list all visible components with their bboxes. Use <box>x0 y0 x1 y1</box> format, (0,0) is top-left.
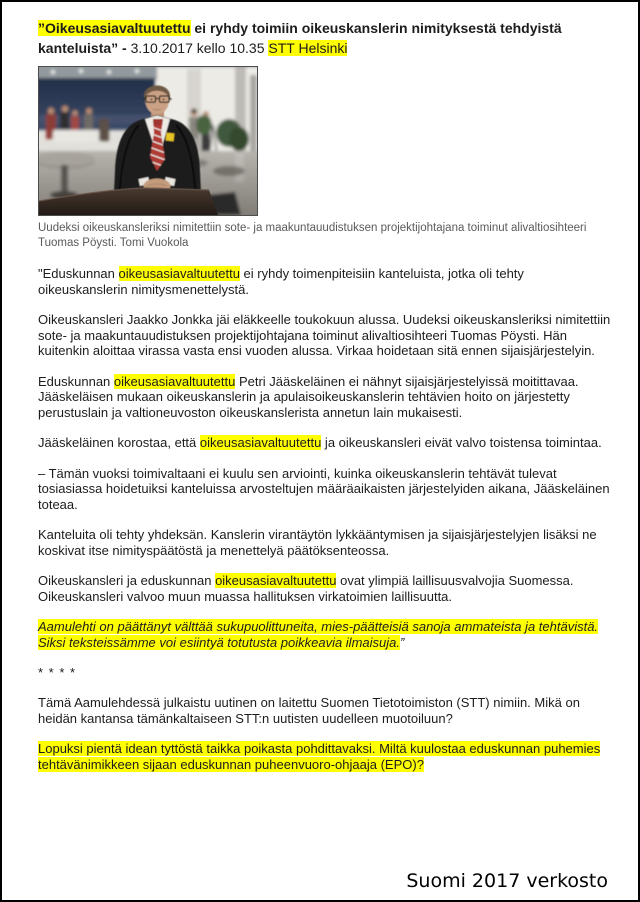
p8-highlight: Aamulehti on päättänyt välttää sukupuolittuneita, mies-päätteisiä sanoja ammateista ja tehtävistä. Siksi teksteissämme voi esiintyä totutusta poikkeavia ilmaisuja. <box>38 619 599 650</box>
title-source-highlight: STT Helsinki <box>268 40 348 56</box>
p10-highlight: Lopuksi pientä idean tyttöstä taikka poikasta pohdittavaksi. Miltä kuulostaa eduskunnan puhemies tehtävänimikkeen sijaan eduskunnan puheenvuoro-ohjaaja (EPO)? <box>38 741 601 772</box>
paragraph-9: Tämä Aamulehdessä julkaistu uutinen on laitettu Suomen Tietotoimiston (STT) nimiin. Mikä on heidän kantansa tämänkaltaiseen STT:n uutisten uudelleen muotoiluun? <box>38 695 580 726</box>
photo-illustration <box>39 67 257 215</box>
p1-highlight: oikeusasiavaltuutettu <box>118 266 240 281</box>
article-title <box>38 18 594 58</box>
signature: Suomi 2017 verkosto <box>406 870 608 892</box>
p8-closing-quote: ” <box>399 634 405 650</box>
paragraph-8-editorial-note <box>38 619 612 650</box>
paragraph-1 <box>38 266 612 297</box>
p1-text: "Eduskunnan <box>38 266 119 281</box>
title-text: ei ryhdy toimiin oikeuskanslerin nimityksestä tehdyistä kanteluista” - <box>38 20 562 56</box>
p4-text-post: ja oikeuskansleri eivät valvo toistensa toimintaa. <box>321 435 602 450</box>
article-content <box>2 2 638 772</box>
photo-caption: Uudeksi oikeuskansleriksi nimitettiin sote- ja maakuntauudistuksen projektijohtajana toiminut alivaltiosihteeri Tuomas Pöysti. Tomi Vuokola <box>38 222 587 249</box>
p7-text-post: ovat ylimpiä laillisuusvalvojia Suomessa. Oikeuskansleri valvoo muun muassa hallituksen virkatoimien laillisuutta. <box>38 573 574 604</box>
paragraph-10 <box>38 741 612 772</box>
p3-text-post: Petri Jääskeläinen ei nähnyt sijaisjärjestelyissä moitittavaa. Jääskeläisen mukaan oikeuskanslerin ja apulaisoikeuskanslerin tehtävien hoito on järjestetty perustuslain ja valtioneuvoston oikeuskanslerista annetun lain mukaisesti. <box>38 373 579 420</box>
title-timestamp: 3.10.2017 kello 10.35 <box>130 40 269 56</box>
paragraph-7 <box>38 573 612 604</box>
p3-text: Eduskunnan <box>38 373 114 389</box>
p4-highlight: oikeusasiavaltuutettu <box>199 435 322 450</box>
p1-text-post: ei ryhdy toimenpiteisiin kanteluista, jotka oli tehty oikeuskanslerin nimitysmenettelystä. <box>38 266 524 297</box>
asterisk-separator: * * * * <box>38 665 77 680</box>
paragraph-6: Kanteluita oli tehty yhdeksän. Kanslerin virantäytön lykkääntymisen ja sijaisjärjestelyjen lisäksi ne koskivat itse nimityspäätöstä ja menettelyä päätöksenteossa. <box>38 527 597 558</box>
paragraph-5: – Tämän vuoksi toimivaltaani ei kuulu sen arviointi, kuinka oikeuskanslerin tehtävät tulevat tosiasiassa hoidetuiksi kanteluissa arvosteltujen määräaikaisten järjestelyiden aikana, Jääskeläinen toteaa. <box>38 465 610 512</box>
paragraph-3 <box>38 374 612 421</box>
paragraph-2: Oikeuskansleri Jaakko Jonkka jäi eläkkeelle toukokuun alussa. Uudeksi oikeuskansleriksi nimitettiin sote- ja maakuntauudistuksen projektijohtajana toiminut alivaltiosihteeri Tuomas Pöysti. Hän kuitenkin aloittaa virassa vasta ensi vuoden alussa. Virkaa hoidetaan sitä ennen sijaisjärjestelyin. <box>38 312 611 358</box>
article-figure <box>38 66 610 251</box>
p7-text: Oikeuskansleri ja eduskunnan <box>38 573 216 588</box>
paragraph-4 <box>38 435 612 451</box>
article-photo <box>38 66 258 216</box>
p7-highlight: oikeusasiavaltuutettu <box>215 573 337 588</box>
p4-text: Jääskeläinen korostaa, että <box>38 435 200 450</box>
title-highlight-term: ”Oikeusasiavaltuutettu <box>38 20 191 36</box>
man-pocket-square <box>166 133 175 142</box>
p3-highlight: oikeusasiavaltuutettu <box>113 373 236 389</box>
